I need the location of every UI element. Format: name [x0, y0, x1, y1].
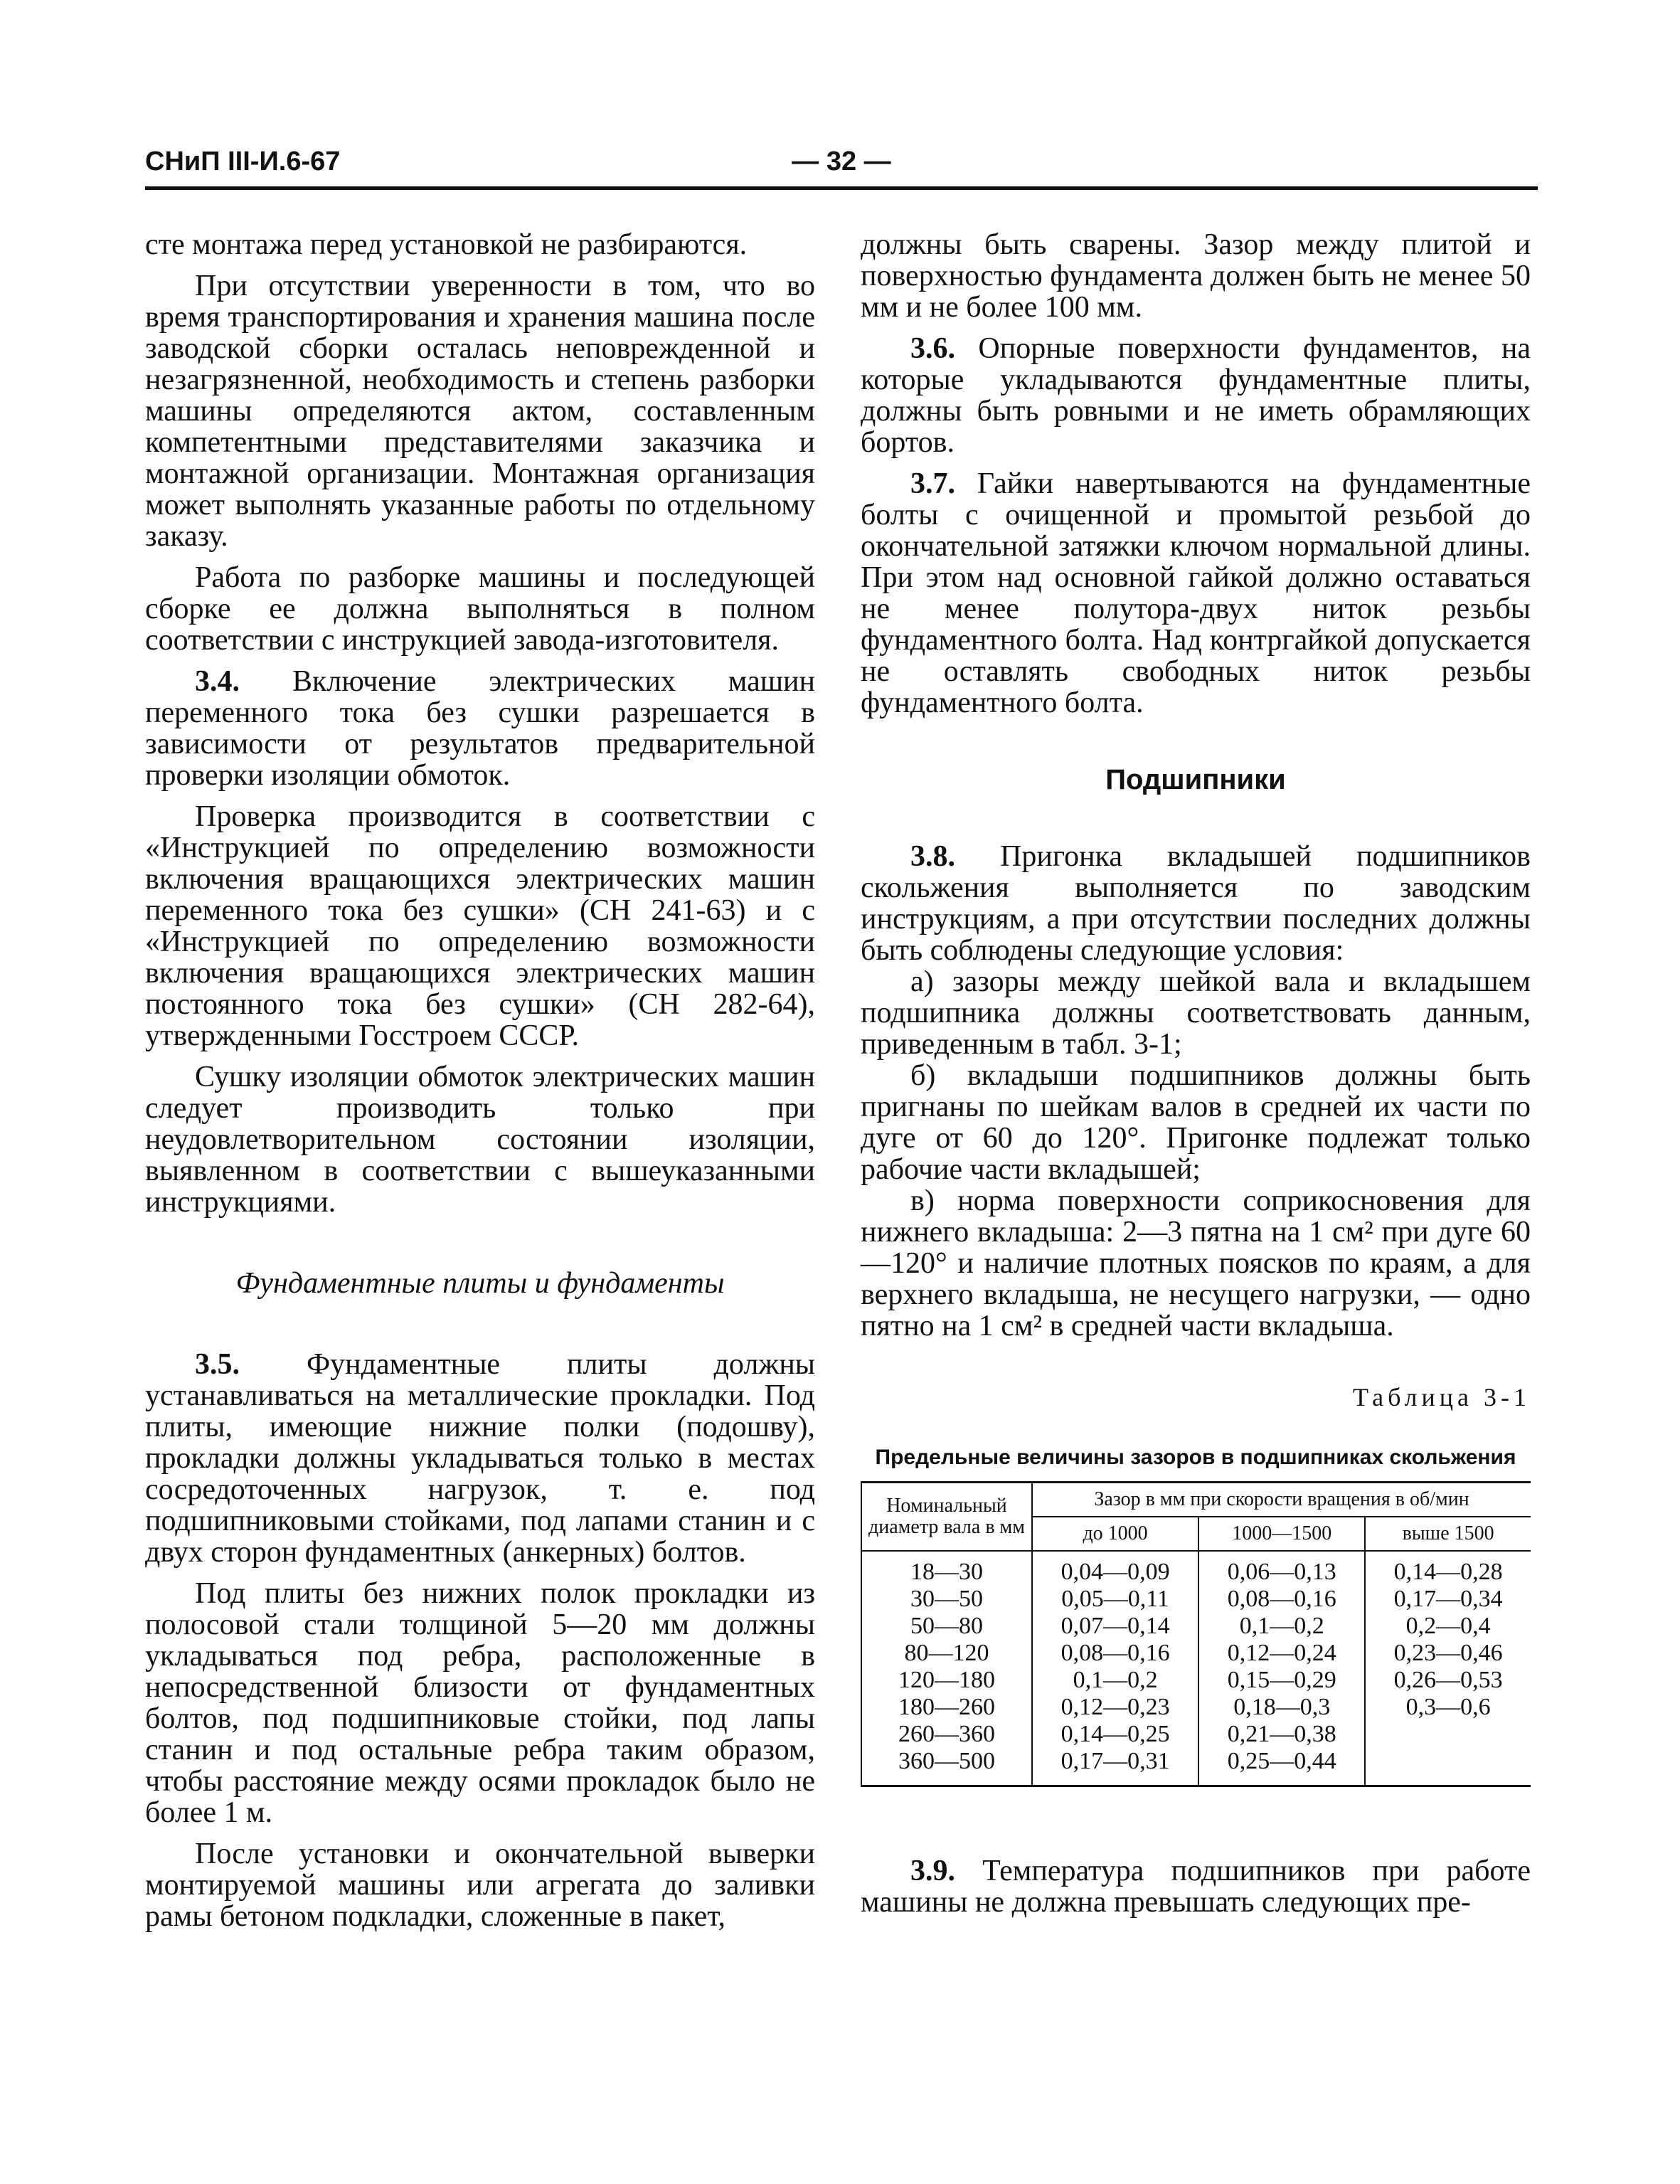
paragraph: Сушку изоляции обмоток электрических машин следует производить только при неудовлетворительном состоянии изоляции, выявленном в соответствии с вышеуказанными инструкциями. [145, 1061, 815, 1219]
clause-number: 3.4. [195, 665, 240, 698]
paragraph: сте монтажа перед установкой не разбираются. [145, 228, 748, 261]
table-cell-over-1500: 0,14—0,28 0,17—0,34 0,2—0,4 0,23—0,46 0,26—0,53 0,3—0,6 [1393, 1559, 1503, 1720]
paragraph-text: Включение электрических машин переменного тока без сушки разрешается в зависимости от результатов предварительной проверки изоляции обмоток. [145, 665, 815, 792]
right-column [861, 229, 1531, 1918]
section-heading: Подшипники [1105, 764, 1286, 795]
paragraph-3-8 [861, 841, 1531, 966]
column-group-header: Зазор в мм при скорости вращения в об/мин [1032, 1483, 1531, 1517]
table-row [861, 1551, 1531, 1786]
table-cell-upto-1000: 0,04—0,09 0,05—0,11 0,07—0,14 0,08—0,16 0,1—0,2 0,12—0,23 0,14—0,25 0,17—0,31 [1032, 1551, 1198, 1786]
table-cell-diameters: 18—30 30—50 50—80 80—120 120—180 180—260 260—360 360—500 [861, 1551, 1032, 1786]
clause-number: 3.9. [910, 1855, 955, 1887]
column-header-diameter: Номинальный диаметр вала в мм [861, 1483, 1032, 1552]
page-number: — 32 — [792, 147, 891, 176]
clause-number: 3.7. [910, 467, 955, 500]
paragraph: Под плиты без нижних полок прокладки из полосовой стали толщиной 5—20 мм должны укладываться под ребра, расположенные в непосредственной близости от фундаментных болтов, под подшипниковые стойки, под лапы станин и под остальные ребра таким образом, чтобы расстояние между осями прокладок было не более 1 м. [145, 1577, 815, 1829]
clause-number: 3.6. [910, 332, 955, 365]
document-code: СНиП III-И.6-67 [145, 147, 341, 176]
paragraph: а) зазоры между шейкой вала и вкладышем подшипника должны соответствовать данным, приведенным в табл. 3-1; [861, 965, 1531, 1061]
clearance-table [861, 1481, 1531, 1787]
column-header-speed: 1000—1500 [1198, 1517, 1365, 1551]
paragraph: должны быть сварены. Зазор между плитой и поверхностью фундамента должен быть не менее 50 мм и не более 100 мм. [861, 228, 1531, 324]
clause-number: 3.8. [910, 840, 955, 873]
clause-number: 3.5. [195, 1348, 240, 1381]
paragraph: При отсутствии уверенности в том, что во время транспортирования и хранения машина после заводской сборки осталась неповрежденной и незагрязненной, необходимость и степень разборки машины определяются актом, составленным компетентными представителями заказчика и монтажной организации. Монтажная организация может выполнять указанные работы по отдельному заказу. [145, 270, 815, 553]
paragraph-3-5 [145, 1349, 815, 1568]
column-header-speed: выше 1500 [1365, 1517, 1531, 1551]
table-header-row [861, 1483, 1531, 1517]
paragraph: Работа по разборке машины и последующей сборке ее должна выполняться в полном соответствии с инструкцией завода-изготовителя. [145, 561, 815, 657]
paragraph-3-7 [861, 468, 1531, 719]
paragraph: в) норма поверхности соприкосновения для нижнего вкладыша: 2—3 пятна на 1 см² при дуге 60—120° и наличие плотных поясков по краям, а для верхнего вкладыша, не несущего нагрузки, — одно пятно на 1 см² в средней части вкладыша. [861, 1184, 1531, 1342]
paragraph: Проверка производится в соответствии с «Инструкцией по определению возможности включения вращающихся электрических машин переменного тока без сушки» (СН 241-63) и с «Инструкцией по определению возможности включения вращающихся электрических машин постоянного тока без сушки» (СН 282-64), утвержденными Госстроем СССР. [145, 800, 815, 1052]
paragraph: После установки и окончательной выверки монтируемой машины или агрегата до заливки рамы бетоном подкладки, сложенные в пакет, [145, 1838, 815, 1933]
table-cell-1000-1500: 0,06—0,13 0,08—0,16 0,1—0,2 0,12—0,24 0,15—0,29 0,18—0,3 0,21—0,38 0,25—0,44 [1198, 1551, 1365, 1786]
paragraph-text: Температура подшипников при работе машины не должна превышать следующих пре- [861, 1855, 1531, 1919]
paragraph-text: Фундаментные плиты должны устанавливаться на металлические прокладки. Под плиты, имеющие нижние полки (подошву), прокладки должны укладываться только в местах сосредоточенных нагрузок, т. е. под подшипниковыми стойками, под лапами станин и с двух сторон фундаментных (анкерных) болтов. [145, 1348, 816, 1569]
paragraph-3-4 [145, 666, 815, 791]
page-header [145, 147, 1538, 189]
paragraph-3-6 [861, 333, 1531, 458]
left-column [145, 229, 815, 1932]
section-heading: Фундаментные плиты и фундаменты [235, 1267, 725, 1300]
header-rule [145, 186, 1538, 190]
column-header-speed: до 1000 [1032, 1517, 1198, 1551]
paragraph-text: Опорные поверхности фундаментов, на которые укладываются фундаментные плиты, должны быть ровными и не иметь обрамляющих бортов. [861, 332, 1531, 459]
paragraph-3-9 [861, 1855, 1531, 1918]
table-title: Предельные величины зазоров в подшипниках скольжения [875, 1446, 1516, 1469]
table-caption: Таблица 3-1 [1353, 1383, 1531, 1411]
paragraph: б) вкладыши подшипников должны быть пригнаны по шейкам валов в средней их части по дуге от 60 до 120°. Пригонке подлежат только рабочие части вкладышей; [861, 1059, 1531, 1186]
paragraph-text: Гайки навертываются на фундаментные болты с очищенной и промытой резьбой до окончательной затяжки ключом нормальной длины. При этом над основной гайкой должно оставаться не менее полутора-двух ниток резьбы фундаментного болта. Над контргайкой допускается не оставлять свободных ниток резьбы фундаментного болта. [861, 467, 1531, 719]
paragraph-text: Пригонка вкладышей подшипников скольжения выполняется по заводским инструкциям, а при отсутствии последних должны быть соблюдены следующие условия: [861, 840, 1531, 967]
